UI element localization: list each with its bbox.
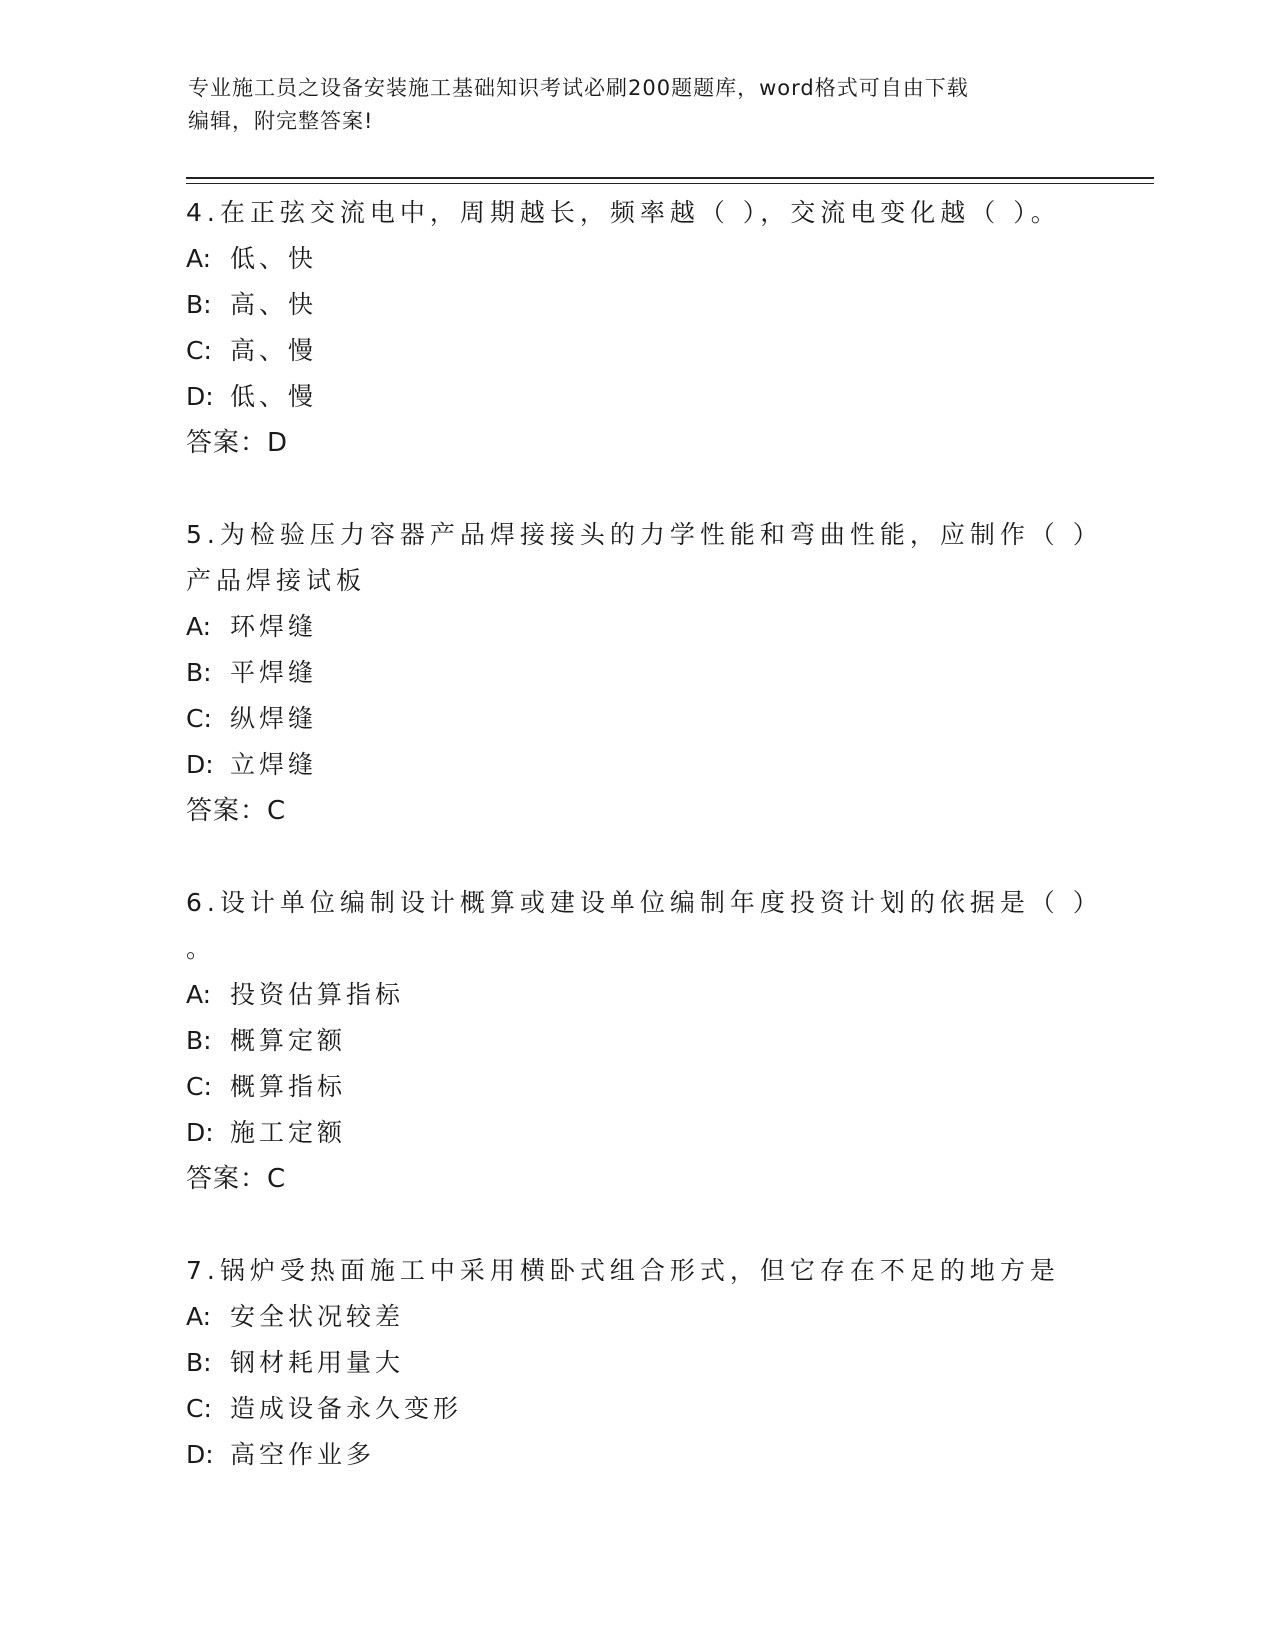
question-6-answer: 答案：C [186, 1164, 287, 1194]
question-4-option-a [186, 236, 1086, 282]
option-letter: A: [186, 980, 212, 1009]
question-5-answer: 答案：C [186, 796, 287, 826]
question-4-answer: 答案：D [186, 428, 289, 458]
question-4 [186, 190, 1086, 466]
option-text: 立焊缝 [230, 750, 318, 779]
option-letter: A: [186, 244, 212, 273]
option-text: 纵焊缝 [230, 704, 318, 733]
question-5-option-a [186, 604, 1086, 650]
option-text: 低、快 [230, 244, 318, 273]
option-text: 低、慢 [230, 382, 318, 411]
option-letter: D: [186, 750, 214, 779]
header-divider-thin [186, 183, 1154, 184]
option-letter: D: [186, 382, 214, 411]
header-title-line-1: 专业施工员之设备安装施工基础知识考试必刷200题题库，word格式可自由下载 [188, 76, 969, 100]
question-6-option-a [186, 972, 1086, 1018]
option-text: 概算指标 [230, 1072, 347, 1101]
question-4-option-d [186, 374, 1086, 420]
option-text: 钢材耗用量大 [230, 1348, 405, 1377]
option-text: 施工定额 [230, 1118, 347, 1147]
option-letter: B: [186, 1348, 212, 1377]
question-5-option-d [186, 742, 1086, 788]
question-7-stem: 7.锅炉受热面施工中采用横卧式组合形式，但它存在不足的地方是 [186, 1256, 1060, 1285]
question-4-option-b [186, 282, 1086, 328]
question-spacer [186, 834, 1086, 880]
question-7-option-a [186, 1294, 1086, 1340]
option-text: 高、慢 [230, 336, 318, 365]
question-6-option-d [186, 1110, 1086, 1156]
question-5-stem-continued: 产品焊接试板 [186, 566, 367, 595]
option-text: 环焊缝 [230, 612, 318, 641]
option-letter: C: [186, 1394, 212, 1423]
header-title-line-2: 编辑，附完整答案! [188, 109, 374, 133]
option-letter: A: [186, 1302, 212, 1331]
option-letter: C: [186, 704, 212, 733]
option-letter: D: [186, 1118, 214, 1147]
question-4-stem: 4.在正弦交流电中，周期越长，频率越（ ），交流电变化越（ ）。 [186, 198, 1061, 227]
option-letter: C: [186, 1072, 212, 1101]
question-6 [186, 880, 1103, 1202]
question-list [186, 190, 1103, 1478]
question-7-option-c [186, 1386, 1086, 1432]
option-letter: C: [186, 336, 212, 365]
option-letter: D: [186, 1440, 214, 1469]
option-letter: B: [186, 658, 212, 687]
question-6-stem: 6.设计单位编制设计概算或建设单位编制年度投资计划的依据是（ ） [186, 888, 1103, 917]
question-6-option-c [186, 1064, 1086, 1110]
question-5 [186, 512, 1103, 834]
option-letter: B: [186, 1026, 212, 1055]
option-text: 概算定额 [230, 1026, 347, 1055]
question-5-option-b [186, 650, 1086, 696]
option-letter: A: [186, 612, 212, 641]
option-text: 平焊缝 [230, 658, 318, 687]
question-spacer [186, 1202, 1086, 1248]
question-6-stem-continued: 。 [186, 934, 217, 963]
option-text: 高空作业多 [230, 1440, 376, 1469]
header-divider-thick [186, 177, 1154, 179]
question-4-option-c [186, 328, 1086, 374]
document-header [188, 72, 1088, 138]
question-7-option-d [186, 1432, 1086, 1478]
question-5-stem: 5.为检验压力容器产品焊接接头的力学性能和弯曲性能，应制作（ ） [186, 520, 1103, 549]
option-text: 安全状况较差 [230, 1302, 405, 1331]
question-7-option-b [186, 1340, 1086, 1386]
option-letter: B: [186, 290, 212, 319]
option-text: 造成设备永久变形 [230, 1394, 463, 1423]
option-text: 高、快 [230, 290, 318, 319]
question-6-option-b [186, 1018, 1086, 1064]
question-spacer [186, 466, 1086, 512]
question-7 [186, 1248, 1086, 1478]
option-text: 投资估算指标 [230, 980, 405, 1009]
question-5-option-c [186, 696, 1086, 742]
